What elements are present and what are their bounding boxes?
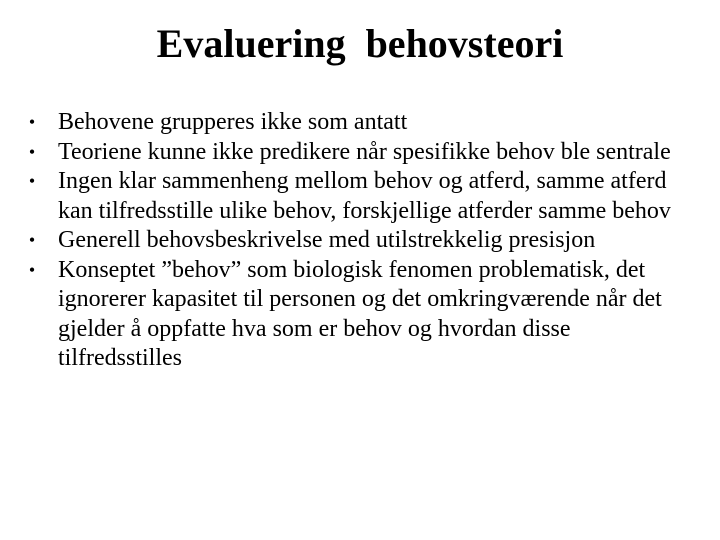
bullet-text: Konseptet ”behov” som biologisk fenomen problematisk, det ignorerer kapasitet til personen og det omkringværende når det gjelder å oppfatte hva som er behov og hvordan disse tilfredsstilles <box>58 256 662 371</box>
bullet-item <box>0 256 720 374</box>
bullet-text: Ingen klar sammenheng mellom behov og atferd, samme atferd kan tilfredsstille ulike behov, forskjellige atferder samme behov <box>58 168 671 224</box>
bullet-item <box>0 226 720 256</box>
bullet-icon: • <box>28 230 36 250</box>
bullet-item <box>0 167 720 226</box>
bullet-text: Behovene grupperes ikke som antatt <box>58 109 408 135</box>
bullet-item <box>0 138 720 168</box>
bullet-icon: • <box>28 141 36 162</box>
bullet-text: Generell behovsbeskrivelse med utilstrekkelig presisjon <box>58 227 596 253</box>
bullet-icon: • <box>28 259 36 280</box>
bullet-list <box>0 108 720 374</box>
slide-title: Evaluering behovsteori <box>156 21 564 66</box>
bullet-icon: • <box>28 171 36 191</box>
bullet-icon: • <box>28 112 36 132</box>
bullet-text: Teoriene kunne ikke predikere når spesifikke behov ble sentrale <box>58 138 671 165</box>
bullet-item <box>0 108 720 138</box>
